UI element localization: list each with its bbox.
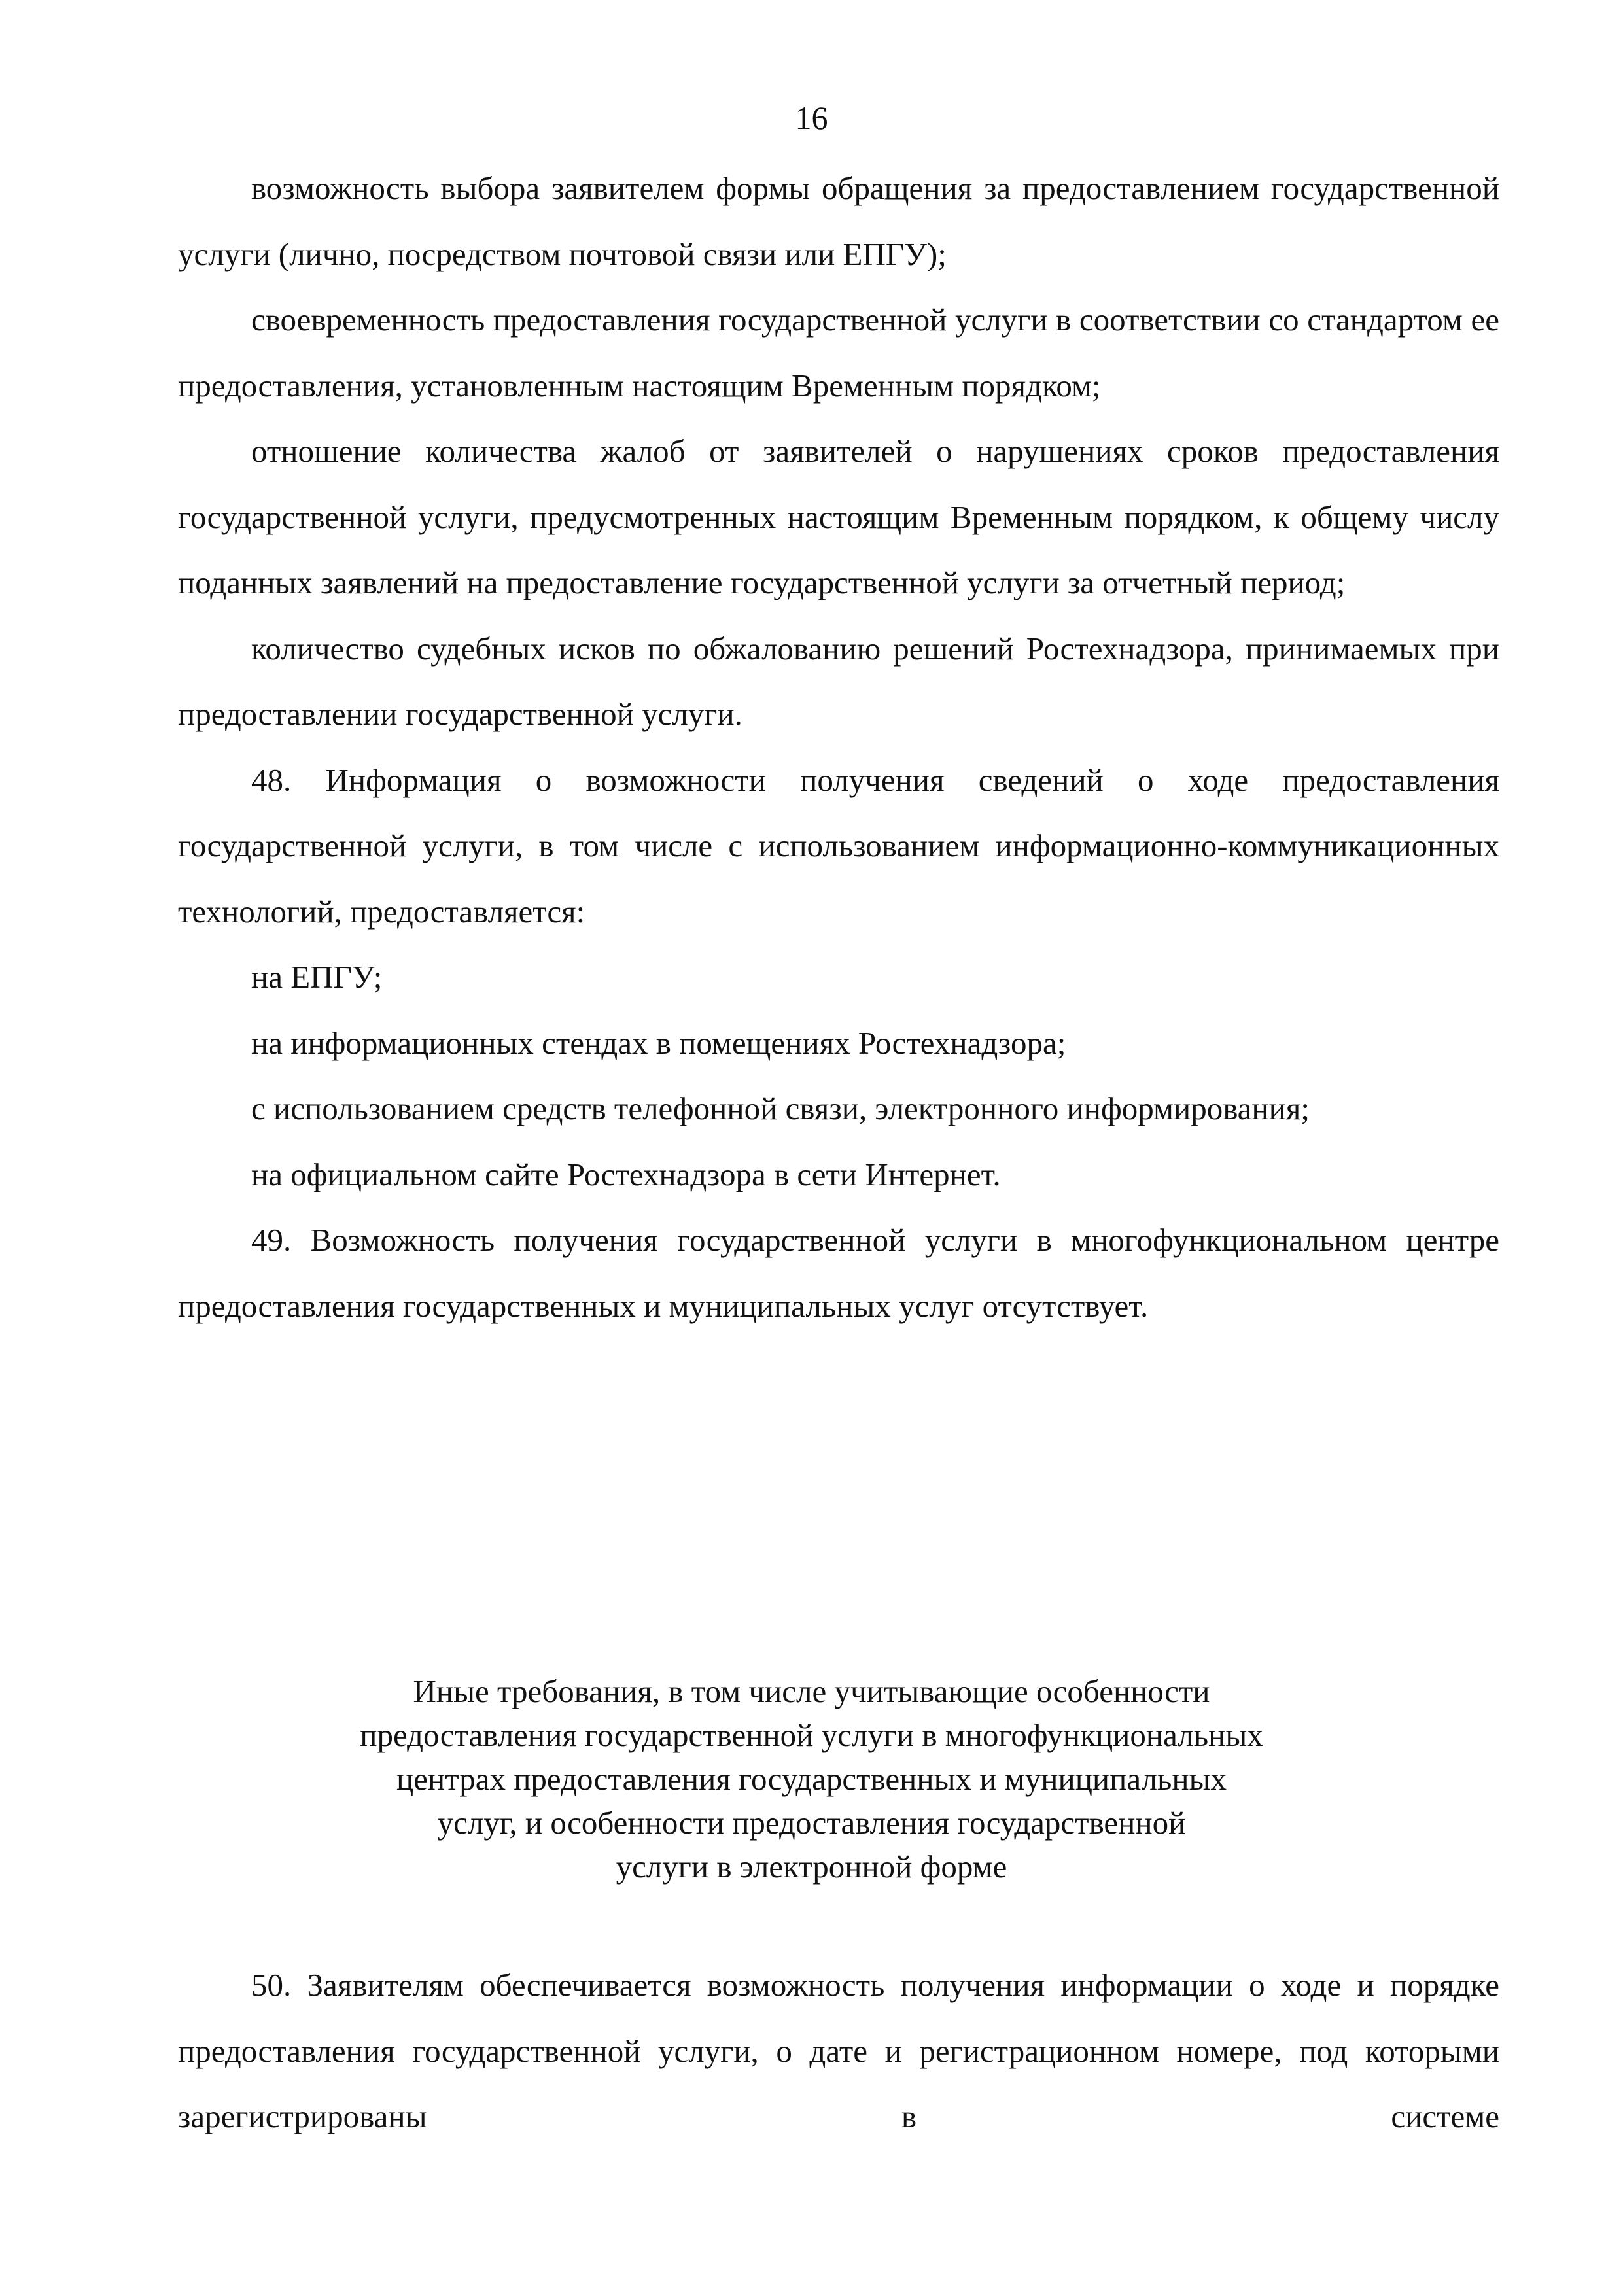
paragraph-item-50: 50. Заявителям обеспечивается возможность получения информации о ходе и порядке предоставления государственной услуги, о дате и регистрационном номере, под которыми зарегистрированы в системе [178,1967,1499,2134]
paragraph-choice-of-form: возможность выбора заявителем формы обращения за предоставлением государственной услуги (лично, посредством почтовой связи или ЕПГУ); [178,170,1499,272]
paragraph-item-48: 48. Информация о возможности получения сведений о ходе предоставления государственной услуги, в том числе с использованием информационно-коммуникационных технологий, предоставляется: [178,761,1499,930]
paragraph-official-site: на официальном сайте Ростехнадзора в сети Интернет. [251,1156,1001,1192]
paragraph-phone-email: с использованием средств телефонной связи, электронного информирования; [251,1090,1310,1126]
body-text [178,156,1499,1339]
paragraph-court-claims: количество судебных исков по обжалованию решений Ростехнадзора, принимаемых при предоставлении государственной услуги. [178,630,1499,732]
section-heading-line: услуги в электронной форме [616,1849,1007,1885]
paragraph-info-stands: на информационных стендах в помещениях Ростехнадзора; [251,1024,1066,1061]
page-number: 16 [795,99,828,136]
section-heading-line: услуг, и особенности предоставления государственной [437,1805,1186,1841]
section-heading-line: предоставления государственной услуги в многофункциональных [360,1717,1263,1753]
closing-text [178,1953,1499,2150]
section-heading-line: Иные требования, в том числе учитывающие особенности [413,1673,1210,1709]
paragraph-complaints-ratio: отношение количества жалоб от заявителей о нарушениях сроков предоставления государственной услуги, предусмотренных настоящим Временным порядком, к общему числу поданных заявлений на предоставление государственной услуги за отчетный период; [178,433,1499,600]
paragraph-timeliness: своевременность предоставления государственной услуги в соответствии со стандартом ее предоставления, установленным настоящим Временным порядком; [178,302,1499,404]
section-heading-line: центрах предоставления государственных и муниципальных [396,1761,1227,1797]
paragraph-epgu: на ЕПГУ; [251,959,383,995]
paragraph-item-49: 49. Возможность получения государственной услуги в многофункциональном центре предоставления государственных и муниципальных услуг отсутствует. [178,1222,1499,1324]
section-heading [0,1669,1623,1888]
